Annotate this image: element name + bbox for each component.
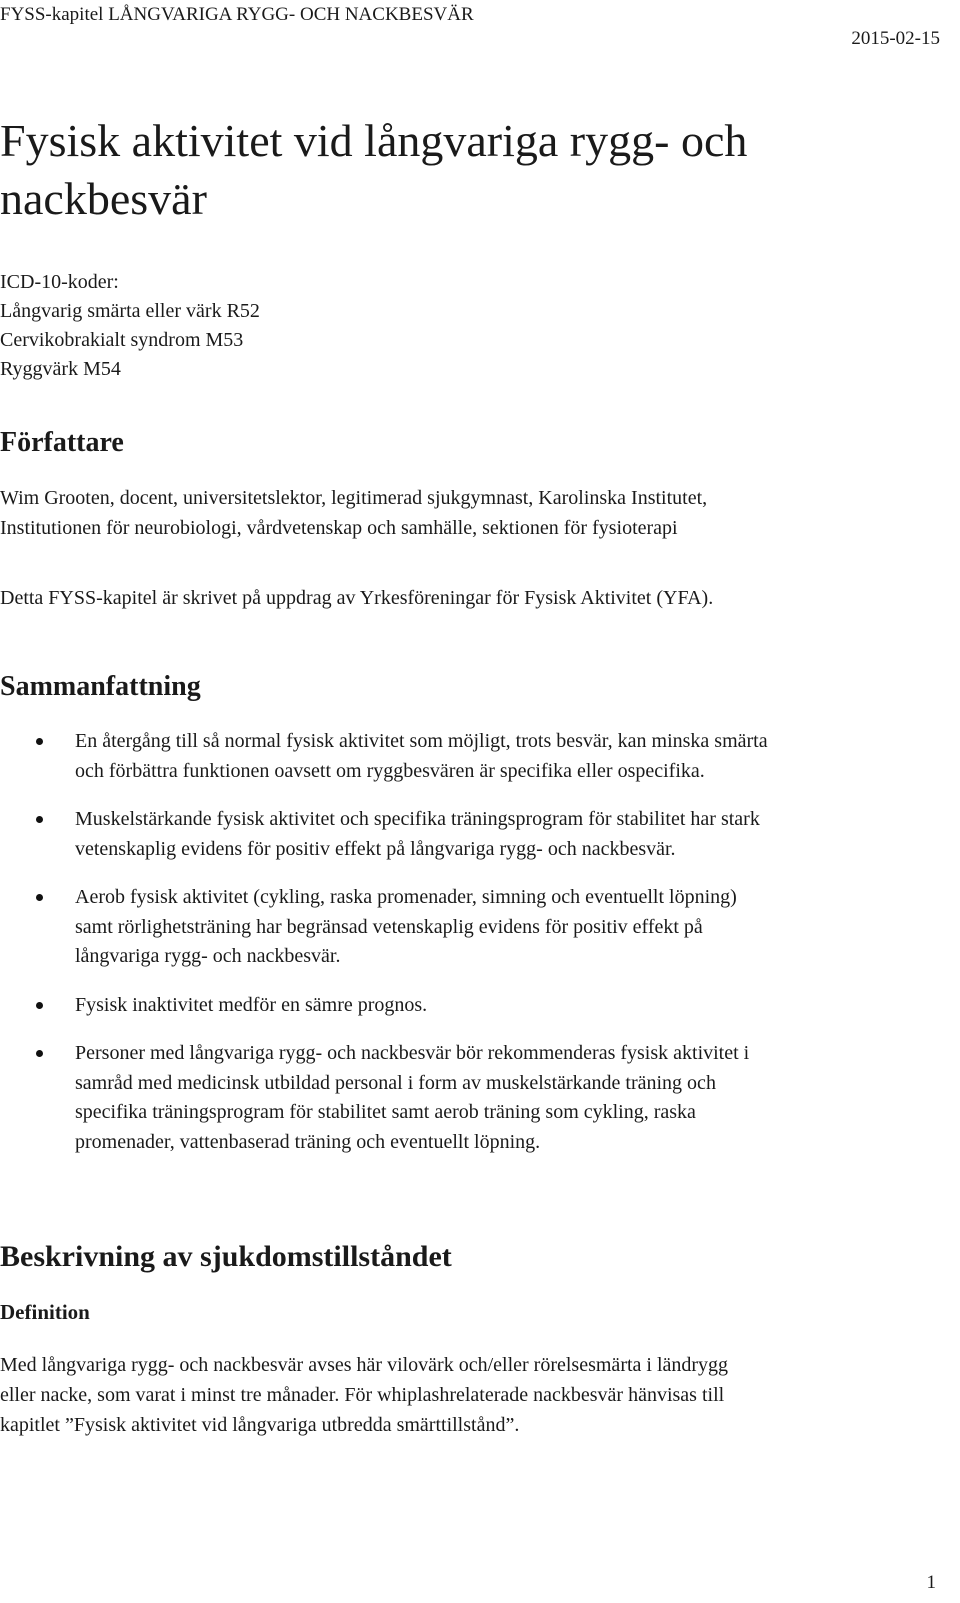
list-item-line: samt rörlighetsträning har begränsad vetenskaplig evidens för positiv effekt på: [75, 915, 703, 938]
list-item-line: promenader, vattenbaserad träning och eventuellt löpning.: [75, 1130, 541, 1153]
summary-list: [0, 727, 950, 1157]
icd-codes-label: ICD-10-koder:: [0, 271, 119, 293]
list-item: [0, 991, 950, 1021]
page-number: 1: [926, 1572, 936, 1593]
list-item: [0, 727, 950, 786]
commission-text: Detta FYSS-kapitel är skrivet på uppdrag av Yrkesföreningar för Fysisk Aktivitet (YFA).: [0, 587, 714, 609]
bullet-icon: [36, 738, 43, 745]
definition-paragraph: [0, 1350, 930, 1440]
paragraph-line: kapitlet ”Fysisk aktivitet vid långvariga utbredda smärttillstånd”.: [0, 1414, 520, 1436]
summary-heading: Sammanfattning: [0, 671, 201, 702]
title-line-2: nackbesvär: [0, 173, 207, 224]
author-line-1: Wim Grooten, docent, universitetslektor, legitimerad sjukgymnast, Karolinska Institutet,: [0, 487, 708, 509]
bullet-icon: [36, 894, 43, 901]
list-item: [0, 805, 950, 864]
icd-code-item: Cervikobrakialt syndrom M53: [0, 329, 244, 351]
list-item-line: Muskelstärkande fysisk aktivitet och specifika träningsprogram för stabilitet har stark: [75, 808, 760, 830]
paragraph-line: eller nacke, som varat i minst tre månader. För whiplashrelaterade nackbesvär hänvisas till: [0, 1384, 725, 1406]
header-date: 2015-02-15: [851, 28, 940, 49]
description-heading: Beskrivning av sjukdomstillståndet: [0, 1240, 452, 1273]
commission-note: [0, 583, 930, 613]
author-affiliation: [0, 483, 930, 543]
definition-subheading: Definition: [0, 1300, 90, 1324]
document-title: [0, 112, 820, 228]
title-line-1: Fysisk aktivitet vid långvariga rygg- och: [0, 115, 748, 166]
paragraph-line: Med långvariga rygg- och nackbesvär avses här vilovärk och/eller rörelsesmärta i ländrygg: [0, 1354, 729, 1376]
author-line-2: Institutionen för neurobiologi, vårdvetenskap och samhälle, sektionen för fysioterapi: [0, 517, 678, 539]
list-item: [0, 1039, 950, 1157]
list-item-line: En återgång till så normal fysisk aktivitet som möjligt, trots besvär, kan minska smärta: [75, 730, 768, 752]
list-item: [0, 883, 950, 972]
running-header: FYSS-kapitel LÅNGVARIGA RYGG- OCH NACKBESVÄR: [0, 4, 474, 25]
bullet-icon: [36, 816, 43, 823]
icd-code-item: Långvarig smärta eller värk R52: [0, 300, 260, 322]
list-item-line: Personer med långvariga rygg- och nackbesvär bör rekommenderas fysisk aktivitet i: [75, 1042, 750, 1064]
bullet-icon: [36, 1050, 43, 1057]
list-item-line: samråd med medicinsk utbildad personal i form av muskelstärkande träning och: [75, 1071, 716, 1094]
list-item-line: Aerob fysisk aktivitet (cykling, raska promenader, simning och eventuellt löpning): [75, 886, 737, 908]
list-item-line: Fysisk inaktivitet medför en sämre prognos.: [75, 993, 428, 1016]
list-item-line: och förbättra funktionen oavsett om ryggbesvären är specifika eller ospecifika.: [75, 759, 705, 782]
icd-code-item: Ryggvärk M54: [0, 358, 121, 380]
bullet-icon: [36, 1002, 43, 1009]
list-item-line: specifika träningsprogram för stabilitet samt aerob träning som cykling, raska: [75, 1101, 696, 1123]
authors-heading: Författare: [0, 427, 124, 458]
list-item-line: vetenskaplig evidens för positiv effekt på långvariga rygg- och nackbesvär.: [75, 837, 676, 860]
list-item-line: långvariga rygg- och nackbesvär.: [75, 945, 341, 967]
icd-codes: [0, 268, 260, 384]
